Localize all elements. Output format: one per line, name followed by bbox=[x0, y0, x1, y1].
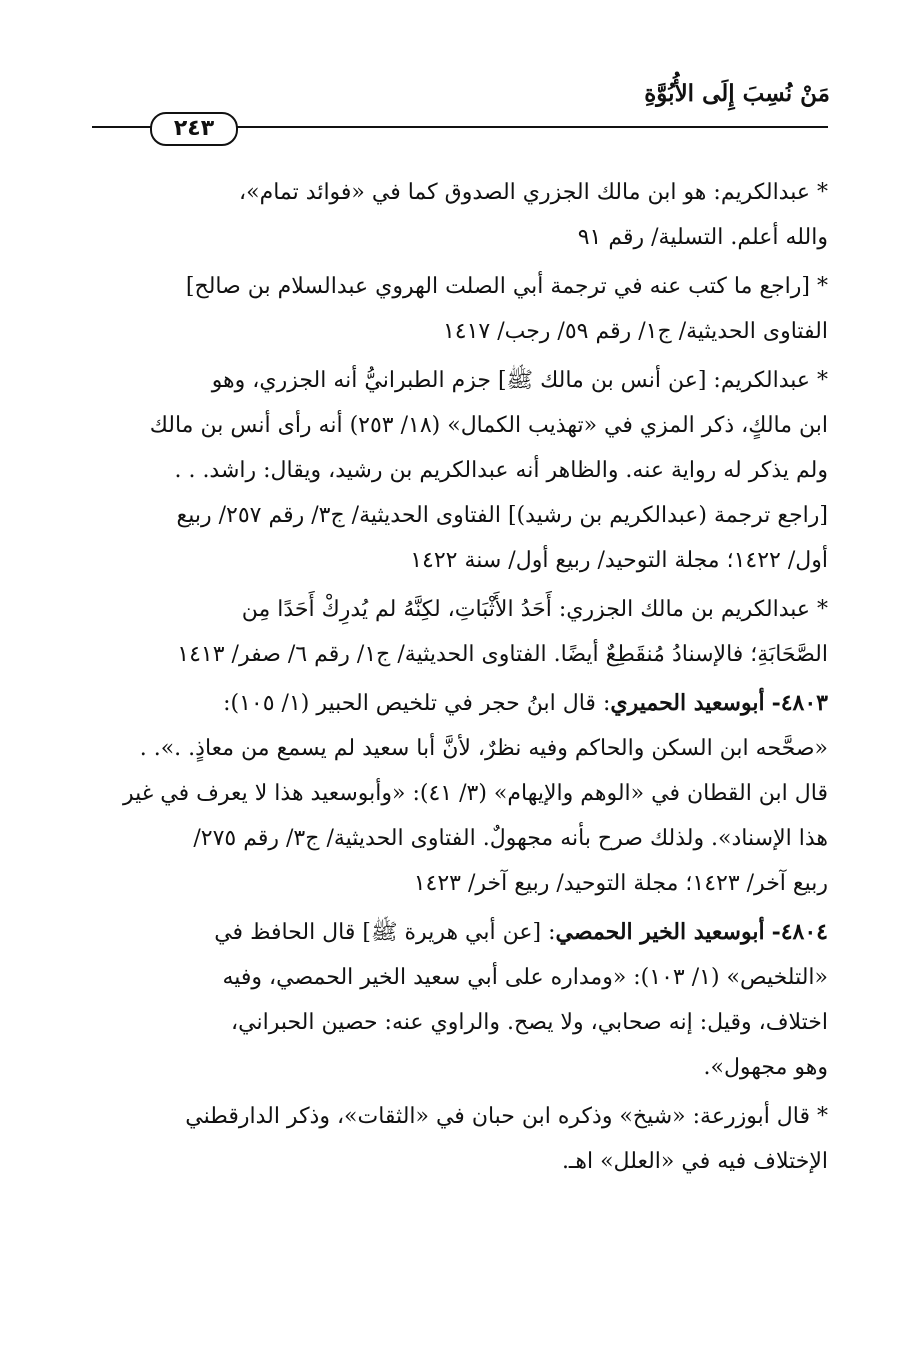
note-paragraph bbox=[92, 264, 828, 354]
text-line: أول/ ١٤٢٢؛ مجلة التوحيد/ ربيع أول/ سنة ١٤٢٢ bbox=[410, 548, 828, 573]
entry-name: أبوسعيد الخير الحمصي bbox=[555, 919, 765, 945]
note-paragraph bbox=[92, 587, 828, 677]
entry-number: ٤٨٠٣- bbox=[771, 690, 828, 716]
text-line: * [راجع ما كتب عنه في ترجمة أبي الصلت الهروي عبدالسلام بن صالح] bbox=[185, 274, 828, 299]
text-line: قال ابن القطان في «الوهم والإيهام» (٣/ ٤١): «وأبوسعيد هذا لا يعرف في غير bbox=[122, 781, 828, 806]
text-line: اختلاف، وقيل: إنه صحابي، ولا يصح. والراوي عنه: حصين الحبراني، bbox=[231, 1010, 828, 1035]
text-line: هذا الإسناد». ولذلك صرح بأنه مجهولٌ. الفتاوى الحديثية/ ج٣/ رقم ٢٧٥/ bbox=[193, 826, 828, 851]
text-line: «صحَّحه ابن السكن والحاكم وفيه نظرٌ، لأنَّ أبا سعيد لم يسمع من معاذٍ. .». . bbox=[139, 736, 828, 761]
entry-heading-text: : قال ابنُ حجر في تلخيص الحبير (١/ ١٠٥): bbox=[223, 691, 611, 716]
text-line: * عبدالكريم بن مالك الجزري: أَحَدُ الأَثْبَاتِ، لكِنَّهُ لم يُدرِكْ أَحَدًا مِن bbox=[241, 597, 828, 622]
note-paragraph bbox=[92, 170, 828, 260]
note-paragraph bbox=[92, 1094, 828, 1184]
entry-heading-line bbox=[92, 910, 828, 955]
text-line: * عبدالكريم: هو ابن مالك الجزري الصدوق كما في «فوائد تمام»، bbox=[239, 180, 828, 205]
entry-name: أبوسعيد الحميري bbox=[610, 690, 765, 716]
text-line: «التلخيص» (١/ ١٠٣): «ومداره على أبي سعيد الخير الحمصي، وفيه bbox=[222, 965, 828, 990]
text-line: ولم يذكر له رواية عنه. والظاهر أنه عبدالكريم بن رشيد، ويقال: راشد. . . bbox=[174, 458, 828, 483]
text-line: والله أعلم. التسلية/ رقم ٩١ bbox=[577, 225, 828, 250]
page-number: ٢٤٣ bbox=[150, 112, 238, 146]
text-line: ربيع آخر/ ١٤٢٣؛ مجلة التوحيد/ ربيع آخر/ ١٤٢٣ bbox=[413, 871, 828, 896]
text-line: * قال أبوزرعة: «شيخ» وذكره ابن حبان في «الثقات»، وذكر الدارقطني bbox=[185, 1104, 828, 1129]
entry-paragraph bbox=[92, 910, 828, 1090]
text-line: الفتاوى الحديثية/ ج١/ رقم ٥٩/ رجب/ ١٤١٧ bbox=[442, 319, 828, 344]
note-paragraph bbox=[92, 358, 828, 583]
text-line: ابن مالكٍ، ذكر المزي في «تهذيب الكمال» (١٨/ ٢٥٣) أنه رأى أنس بن مالك bbox=[149, 413, 828, 438]
text-line: * عبدالكريم: [عن أنس بن مالك ﷺ] جزم الطبرانيُّ أنه الجزري، وهو bbox=[211, 368, 828, 393]
page-body bbox=[92, 170, 828, 1188]
entry-heading-line bbox=[92, 681, 828, 726]
entry-paragraph bbox=[92, 681, 828, 906]
running-title: مَنْ نُسِبَ إِلَى الأُبُوَّةِ bbox=[644, 80, 830, 107]
text-line: [راجع ترجمة (عبدالكريم بن رشيد)] الفتاوى الحديثية/ ج٣/ رقم ٢٥٧/ ربيع bbox=[176, 503, 828, 528]
entry-heading-text: : [عن أبي هريرة ﷺ] قال الحافظ في bbox=[214, 920, 556, 945]
entry-number: ٤٨٠٤- bbox=[771, 919, 828, 945]
text-line: الإختلاف فيه في «العلل» اهـ. bbox=[561, 1149, 828, 1174]
text-line: وهو مجهول». bbox=[703, 1055, 828, 1080]
text-line: الصَّحَابَةِ؛ فالإسنادُ مُنقَطِعٌ أيضًا. الفتاوى الحديثية/ ج١/ رقم ٦/ صفر/ ١٤١٣ bbox=[177, 642, 828, 667]
